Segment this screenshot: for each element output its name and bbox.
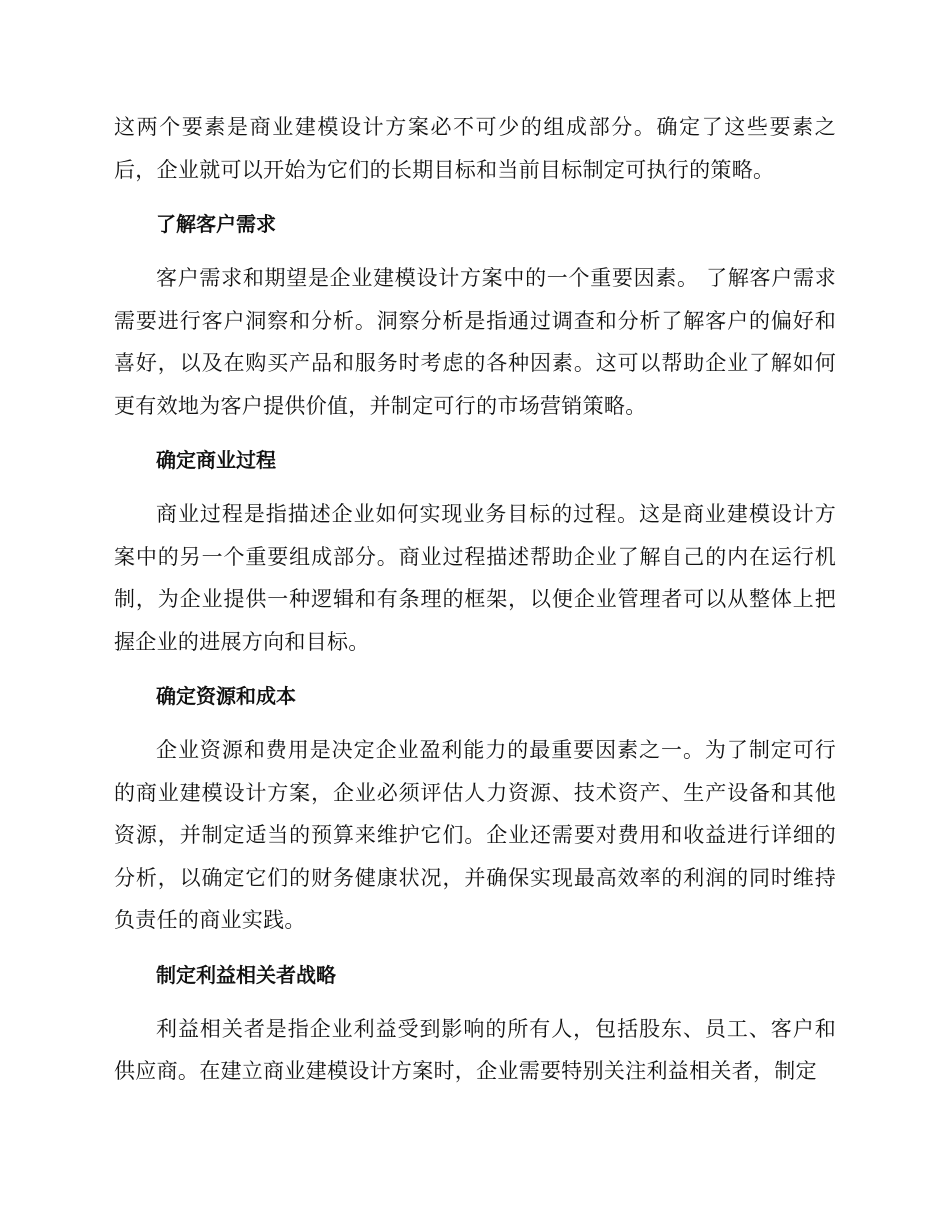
heading-customer-needs: 了解客户需求 [156,212,276,236]
paragraph-intro: 这两个要素是商业建模设计方案必不可少的组成部分。确定了这些要素之后，企业就可以开始为它们的长期目标和当前目标制定可执行的策略。 [114,115,836,182]
paragraph-stakeholder-strategy: 利益相关者是指企业利益受到影响的所有人，包括股东、员工、客户和供应商。在建立商业建模设计方案时，企业需要特别关注利益相关者，制定 [114,1016,836,1083]
paragraph-business-process: 商业过程是指描述企业如何实现业务目标的过程。这是商业建模设计方案中的另一个重要组成部分。商业过程描述帮助企业了解自己的内在运行机制，为企业提供一种逻辑和有条理的框架，以便企业管理者可以从整体上把握企业的进展方向和目标。 [114,502,836,654]
document-body [114,106,836,1093]
paragraph-customer-needs: 客户需求和期望是企业建模设计方案中的一个重要因素。 了解客户需求需要进行客户洞察和分析。洞察分析是指通过调查和分析了解客户的偏好和喜好，以及在购买产品和服务时考虑的各种因素。这可以帮助企业了解如何更有效地为客户提供价值，并制定可行的市场营销策略。 [114,266,836,418]
paragraph-resources-costs: 企业资源和费用是决定企业盈利能力的最重要因素之一。为了制定可行的商业建模设计方案，企业必须评估人力资源、技术资产、生产设备和其他资源，并制定适当的预算来维护它们。企业还需要对费用和收益进行详细的分析，以确定它们的财务健康状况，并确保实现最高效率的利润的同时维持负责任的商业实践。 [114,738,836,932]
heading-resources-costs: 确定资源和成本 [156,684,296,708]
heading-business-process: 确定商业过程 [156,448,276,472]
heading-stakeholder-strategy: 制定利益相关者战略 [156,962,336,987]
